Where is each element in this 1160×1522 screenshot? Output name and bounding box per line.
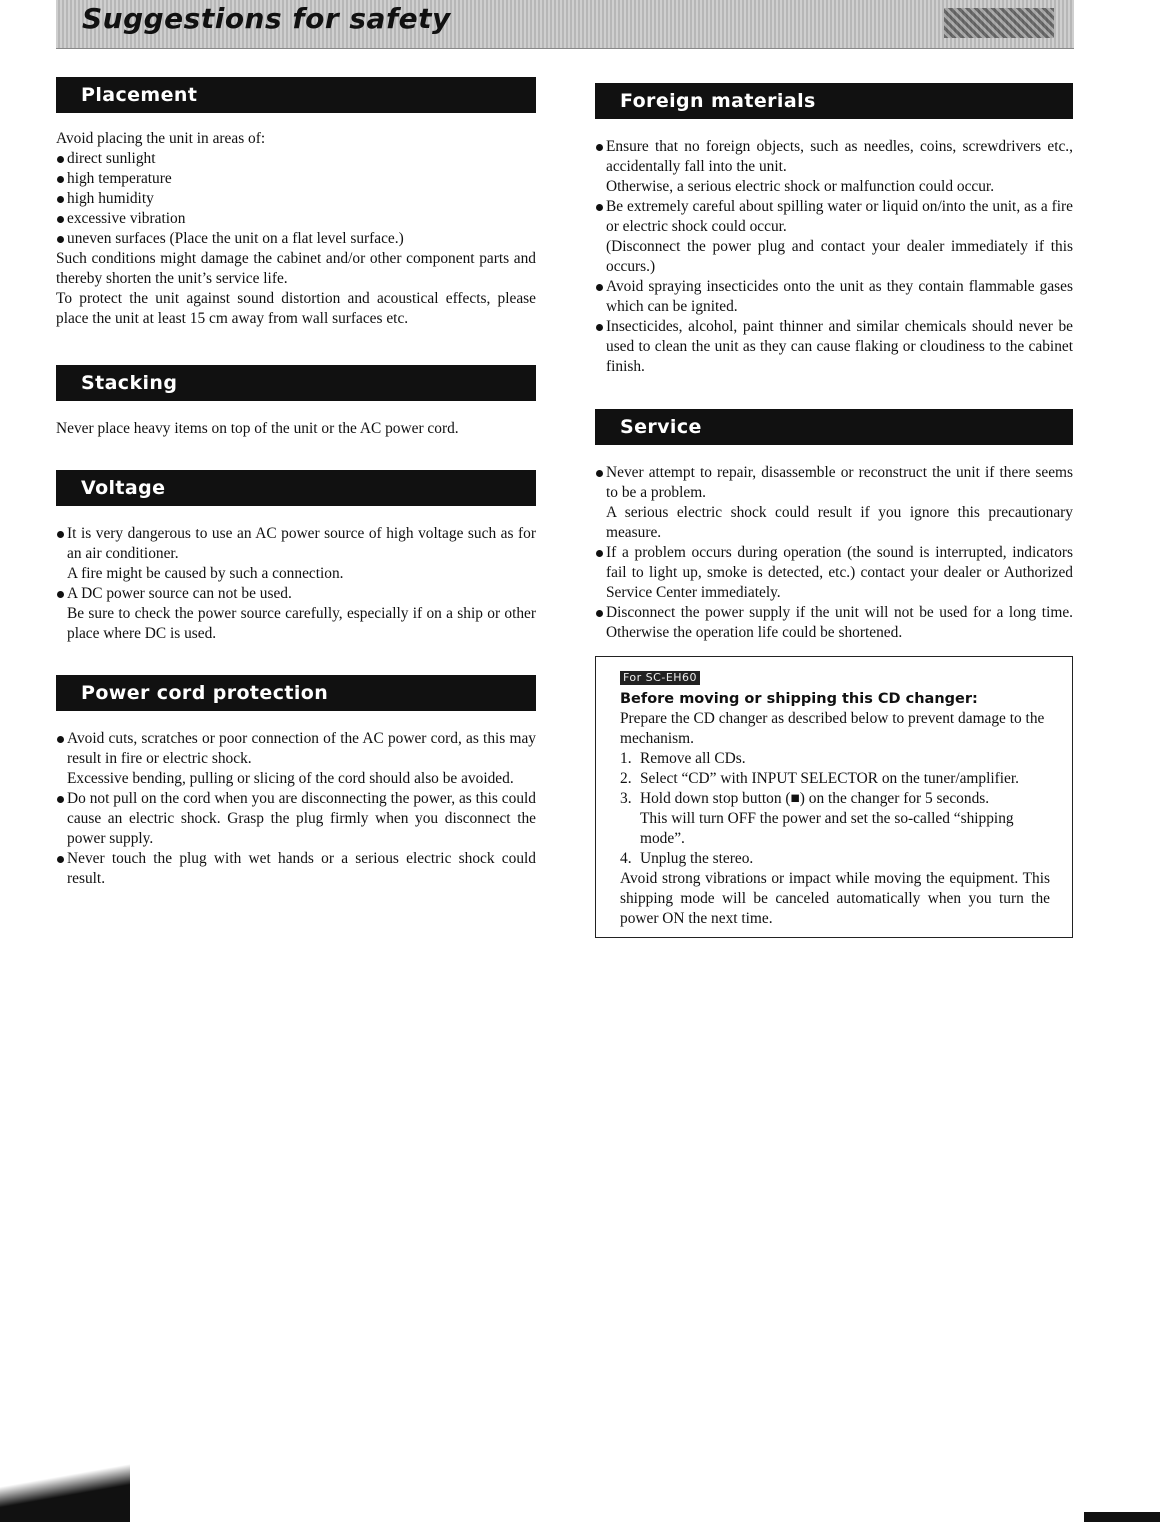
page-header-banner bbox=[56, 0, 1074, 49]
list-item: Insecticides, alcohol, paint thinner and similar chemicals should never be used to clean the unit as they can cause flaking or cloudiness to the cabinet finish. bbox=[595, 317, 1073, 377]
power-cord-section bbox=[56, 675, 536, 889]
power-cord-list bbox=[56, 729, 536, 889]
placement-section bbox=[56, 77, 536, 329]
service-list bbox=[595, 463, 1073, 643]
list-item: excessive vibration bbox=[56, 209, 536, 229]
placement-list bbox=[56, 149, 536, 249]
section-heading: Placement bbox=[56, 77, 536, 113]
voltage-body bbox=[56, 524, 536, 644]
list-item: Disconnect the power supply if the unit will not be used for a long time. Otherwise the operation life could be shortened. bbox=[595, 603, 1073, 643]
model-tag: For SC-EH60 bbox=[620, 671, 700, 685]
list-item: Be extremely careful about spilling water or liquid on/into the unit, as a fire or electric shock could occur. (Disconnect the power plug and contact your dealer immediately if this occurs.) bbox=[595, 197, 1073, 277]
placement-body bbox=[56, 129, 536, 329]
service-section bbox=[595, 409, 1073, 643]
service-body bbox=[595, 463, 1073, 643]
foreign-materials-section bbox=[595, 83, 1073, 377]
placement-para: To protect the unit against sound distortion and acoustical effects, please place the unit at least 15 cm away from wall surfaces etc. bbox=[56, 290, 536, 327]
list-item: A DC power source can not be used. Be sure to check the power source carefully, especially if on a ship or other place where DC is used. bbox=[56, 584, 536, 644]
voltage-list bbox=[56, 524, 536, 644]
box-intro: Prepare the CD changer as described below to prevent damage to the mechanism. bbox=[620, 710, 1045, 747]
list-item: Never touch the plug with wet hands or a serious electric shock could result. bbox=[56, 849, 536, 889]
list-item: direct sunlight bbox=[56, 149, 536, 169]
placement-para: Such conditions might damage the cabinet and/or other component parts and thereby shorten the unit’s service life. bbox=[56, 250, 536, 287]
list-item: Ensure that no foreign objects, such as needles, coins, screwdrivers etc., accidentally fall into the unit. Otherwise, a serious electric shock or malfunction could occur. bbox=[595, 137, 1073, 197]
step-item: 2. Select “CD” with INPUT SELECTOR on the tuner/amplifier. bbox=[620, 770, 1020, 787]
foreign-list bbox=[595, 137, 1073, 377]
box-outro: Avoid strong vibrations or impact while moving the equipment. This shipping mode will be canceled automatically when you turn the power ON the next time. bbox=[620, 870, 1050, 927]
list-item: Never attempt to repair, disassemble or reconstruct the unit if there seems to be a problem. A serious electric shock could result if you ignore this precautionary measure. bbox=[595, 463, 1073, 543]
list-item: high temperature bbox=[56, 169, 536, 189]
step-item: 4. Unplug the stereo. bbox=[620, 850, 754, 867]
scan-shadow bbox=[0, 1462, 130, 1522]
list-item: high humidity bbox=[56, 189, 536, 209]
section-heading: Service bbox=[595, 409, 1073, 445]
stacking-body bbox=[56, 419, 536, 439]
list-item: It is very dangerous to use an AC power source of high voltage such as for an air conditioner. A fire might be caused by such a connection. bbox=[56, 524, 536, 584]
cd-changer-shipping-box bbox=[595, 656, 1073, 938]
placement-intro: Avoid placing the unit in areas of: bbox=[56, 130, 266, 147]
stacking-text: Never place heavy items on top of the unit or the AC power cord. bbox=[56, 420, 459, 437]
header-decoration bbox=[944, 8, 1054, 38]
step-item: 3. Hold down stop button (■) on the changer for 5 seconds. This will turn OFF the power and set the so-called “shipping mode”. bbox=[620, 790, 1014, 847]
power-cord-body bbox=[56, 729, 536, 889]
foreign-body bbox=[595, 137, 1073, 377]
section-heading: Voltage bbox=[56, 470, 536, 506]
page-title: Suggestions for safety bbox=[82, 2, 451, 35]
list-item: Do not pull on the cord when you are disconnecting the power, as this could cause an electric shock. Grasp the plug firmly when you disconnect the power supply. bbox=[56, 789, 536, 849]
page-edge-mark bbox=[1084, 1512, 1160, 1522]
stacking-section bbox=[56, 365, 536, 439]
list-item: Avoid cuts, scratches or poor connection of the AC power cord, as this may result in fire or electric shock. Excessive bending, pulling or slicing of the cord should also be avoided. bbox=[56, 729, 536, 789]
list-item: uneven surfaces (Place the unit on a flat level surface.) bbox=[56, 229, 536, 249]
list-item: If a problem occurs during operation (the sound is interrupted, indicators fail to light up, smoke is detected, etc.) contact your dealer or Authorized Service Center immediately. bbox=[595, 543, 1073, 603]
box-title: Before moving or shipping this CD changer: bbox=[620, 691, 978, 707]
section-heading: Power cord protection bbox=[56, 675, 536, 711]
step-item: 1. Remove all CDs. bbox=[620, 750, 746, 767]
shipping-steps bbox=[620, 749, 1050, 869]
section-heading: Foreign materials bbox=[595, 83, 1073, 119]
list-item: Avoid spraying insecticides onto the unit as they contain flammable gases which can be ignited. bbox=[595, 277, 1073, 317]
section-heading: Stacking bbox=[56, 365, 536, 401]
voltage-section bbox=[56, 470, 536, 644]
